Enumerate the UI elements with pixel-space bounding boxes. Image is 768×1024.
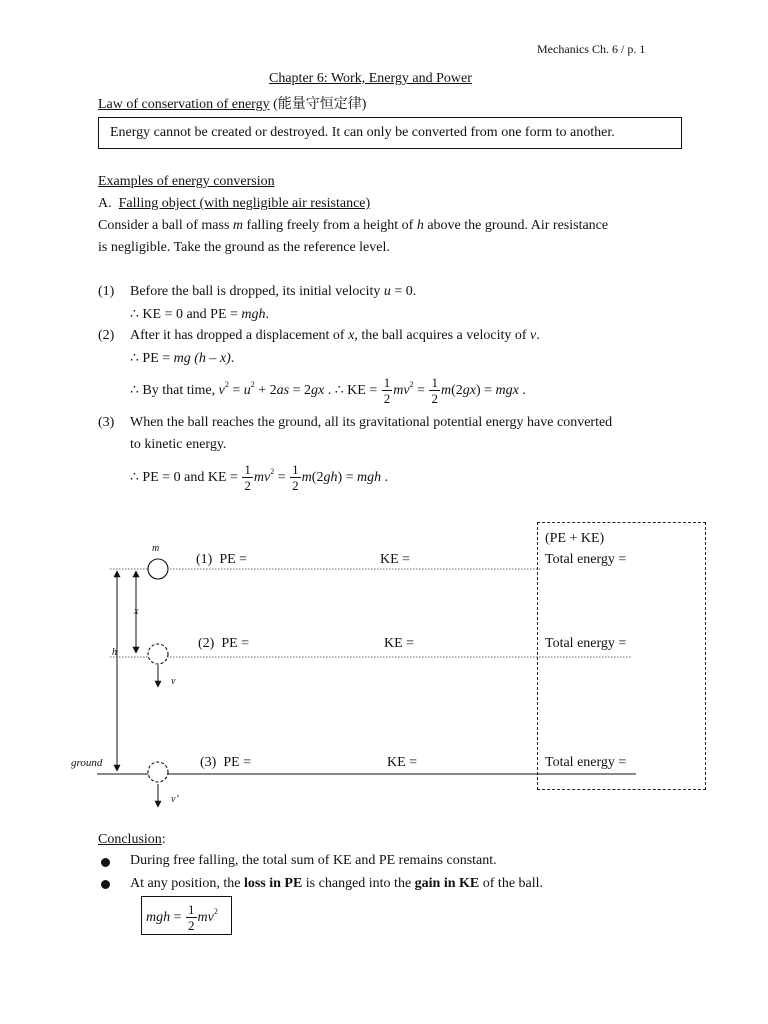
expr-mv: mv [197,910,214,925]
step-text: ∴ PE = [130,351,174,366]
intro-line-1 [98,218,608,234]
step-text: Before the ball is dropped, its initial velocity [130,284,384,299]
step-2-line-3 [130,374,526,405]
step-text: . [230,351,235,366]
expr-mv: mv [393,383,410,398]
step-3-line-3 [130,461,388,492]
expr-gh: gh [323,470,338,485]
section-a-heading [98,196,370,212]
law-statement: Energy cannot be created or destroyed. It can only be converted from one form to another. [110,125,615,140]
exponent: 2 [270,467,275,476]
label-mass-m: m [152,543,160,554]
step-text: = 0. [390,284,417,299]
step-text: . ∴ KE = [324,383,381,398]
var-m: m [232,218,244,233]
numerator: 1 [188,902,195,918]
math-op: + 2 [254,383,277,398]
math-op: = [170,910,186,925]
math-op: = [413,383,429,398]
row-number: (2) [198,636,215,651]
energy-formula [146,901,218,932]
step-text: ∴ PE = 0 and KE = [130,470,242,485]
step-text: . [265,307,270,322]
conclusion-heading-text: Conclusion [98,832,162,847]
fraction-half [242,463,253,492]
row-pe-label: PE = [219,552,248,567]
denominator: 2 [188,918,195,934]
step-3-number: (3) [98,415,115,430]
row-3-label [200,755,251,771]
row-pe-label: PE = [221,636,250,651]
running-head: Mechanics Ch. 6 / p. 1 [537,42,646,56]
math-op: . [518,383,526,398]
intro-text: above the ground. Air resistance [423,218,609,233]
row-number: (3) [200,755,217,770]
expr-mv: mv [253,470,271,485]
math-op: = [228,383,244,398]
math-op: = [274,470,290,485]
math-op: (2 [451,383,463,398]
row-3-ke: KE = [387,755,418,770]
conclusion-heading [98,832,166,848]
numerator: 1 [431,375,438,391]
row-3-total: Total energy = [545,755,627,770]
math-op: . [381,470,389,485]
fraction-half [290,463,301,492]
row-2-ke: KE = [384,636,415,651]
var-u: u [383,284,391,299]
denominator: 2 [383,391,391,407]
row-2-total: Total energy = [545,636,627,651]
var-v: v [530,328,537,343]
exponent: 2 [409,380,414,389]
row-1-total: Total energy = [545,552,627,567]
numerator: 1 [383,375,391,391]
step-2-line-1 [130,328,540,344]
step-1-number: (1) [98,284,115,299]
var-v: v [218,383,225,398]
section-a-letter: A. [98,196,112,211]
expr-gx: gx [462,383,476,398]
box-header: (PE + KE) [545,531,605,546]
step-text: , the ball acquires a velocity of [354,328,531,343]
step-text: After it has dropped a displacement of [130,328,349,343]
step-3-line-1: When the ball reaches the ground, all its gravitational potential energy have converted [130,415,613,430]
label-ground: ground [71,757,103,769]
section-a-title: Falling object (with negligible air resistance) [118,196,371,211]
row-2-label [198,636,249,652]
conclusion-point-2 [130,876,543,892]
row-number: (1) [196,552,213,567]
gain-in-ke: gain in KE [414,876,480,891]
law-heading-text: Law of conservation of energy [98,97,270,112]
label-velocity-v-prime: v’ [171,794,179,805]
math-op: ) = [337,470,358,485]
var-h: h [416,218,424,233]
bullet-icon [101,880,110,889]
numerator: 1 [292,462,299,478]
math-op: = 2 [289,383,312,398]
conclusion-point-1: During free falling, the total sum of KE and PE remains constant. [130,853,497,868]
step-text: ∴ By that time, [130,383,219,398]
denominator: 2 [292,478,299,494]
law-heading-chinese: (能量守恒定律) [273,97,367,112]
var-m: m [440,383,452,398]
examples-heading: Examples of energy conversion [98,174,275,189]
exponent: 2 [224,380,229,389]
var-m: m [301,470,312,485]
label-velocity-v: v [171,676,176,687]
label-displacement-x: x [134,606,139,617]
exponent: 2 [213,907,218,916]
step-2-line-2 [130,350,234,367]
fraction-half [382,376,393,405]
step-text: ∴ KE = 0 and PE = [130,307,242,322]
conclusion-text: At any position, the [130,876,244,891]
bullet-icon [101,858,110,867]
expr-as: as [276,383,290,398]
math-op: ) = [475,383,496,398]
denominator: 2 [431,391,438,407]
step-1-line-2 [130,306,269,323]
exponent: 2 [250,380,255,389]
loss-in-pe: loss in PE [243,876,303,891]
var-x: x [348,328,355,343]
expr-gx: gx [311,383,325,398]
ball-position-3 [148,762,168,782]
step-3-line-2: to kinetic energy. [130,437,227,452]
expr-mgh: mgh [146,910,171,925]
step-text: . [536,328,540,343]
intro-line-2: is negligible. Take the ground as the reference level. [98,240,390,255]
step-1-line-1 [130,284,416,300]
intro-text: Consider a ball of mass [98,218,233,233]
conclusion-text: of the ball. [479,876,544,891]
step-2-number: (2) [98,328,115,343]
var-u: u [243,383,251,398]
row-pe-label: PE = [223,755,252,770]
row-1-label [196,552,247,568]
intro-text: falling freely from a height of [243,218,417,233]
expr-mgh: mgh [357,470,382,485]
conclusion-text: is changed into the [302,876,415,891]
label-height-h: h [112,647,117,658]
law-heading [98,93,366,113]
fraction-half [429,376,440,405]
ball-position-2 [148,644,168,664]
denominator: 2 [244,478,251,494]
expr-mgx: mgx [495,383,519,398]
conclusion-colon: : [161,832,166,847]
math-op: (2 [311,470,324,485]
expr-pe: mg (h – x) [173,351,231,366]
chapter-title: Chapter 6: Work, Energy and Power [269,71,472,86]
ball-position-1 [148,559,168,579]
numerator: 1 [244,462,251,478]
expr-mgh: mgh [241,307,266,322]
row-1-ke: KE = [380,552,411,567]
fraction-half [186,903,197,932]
